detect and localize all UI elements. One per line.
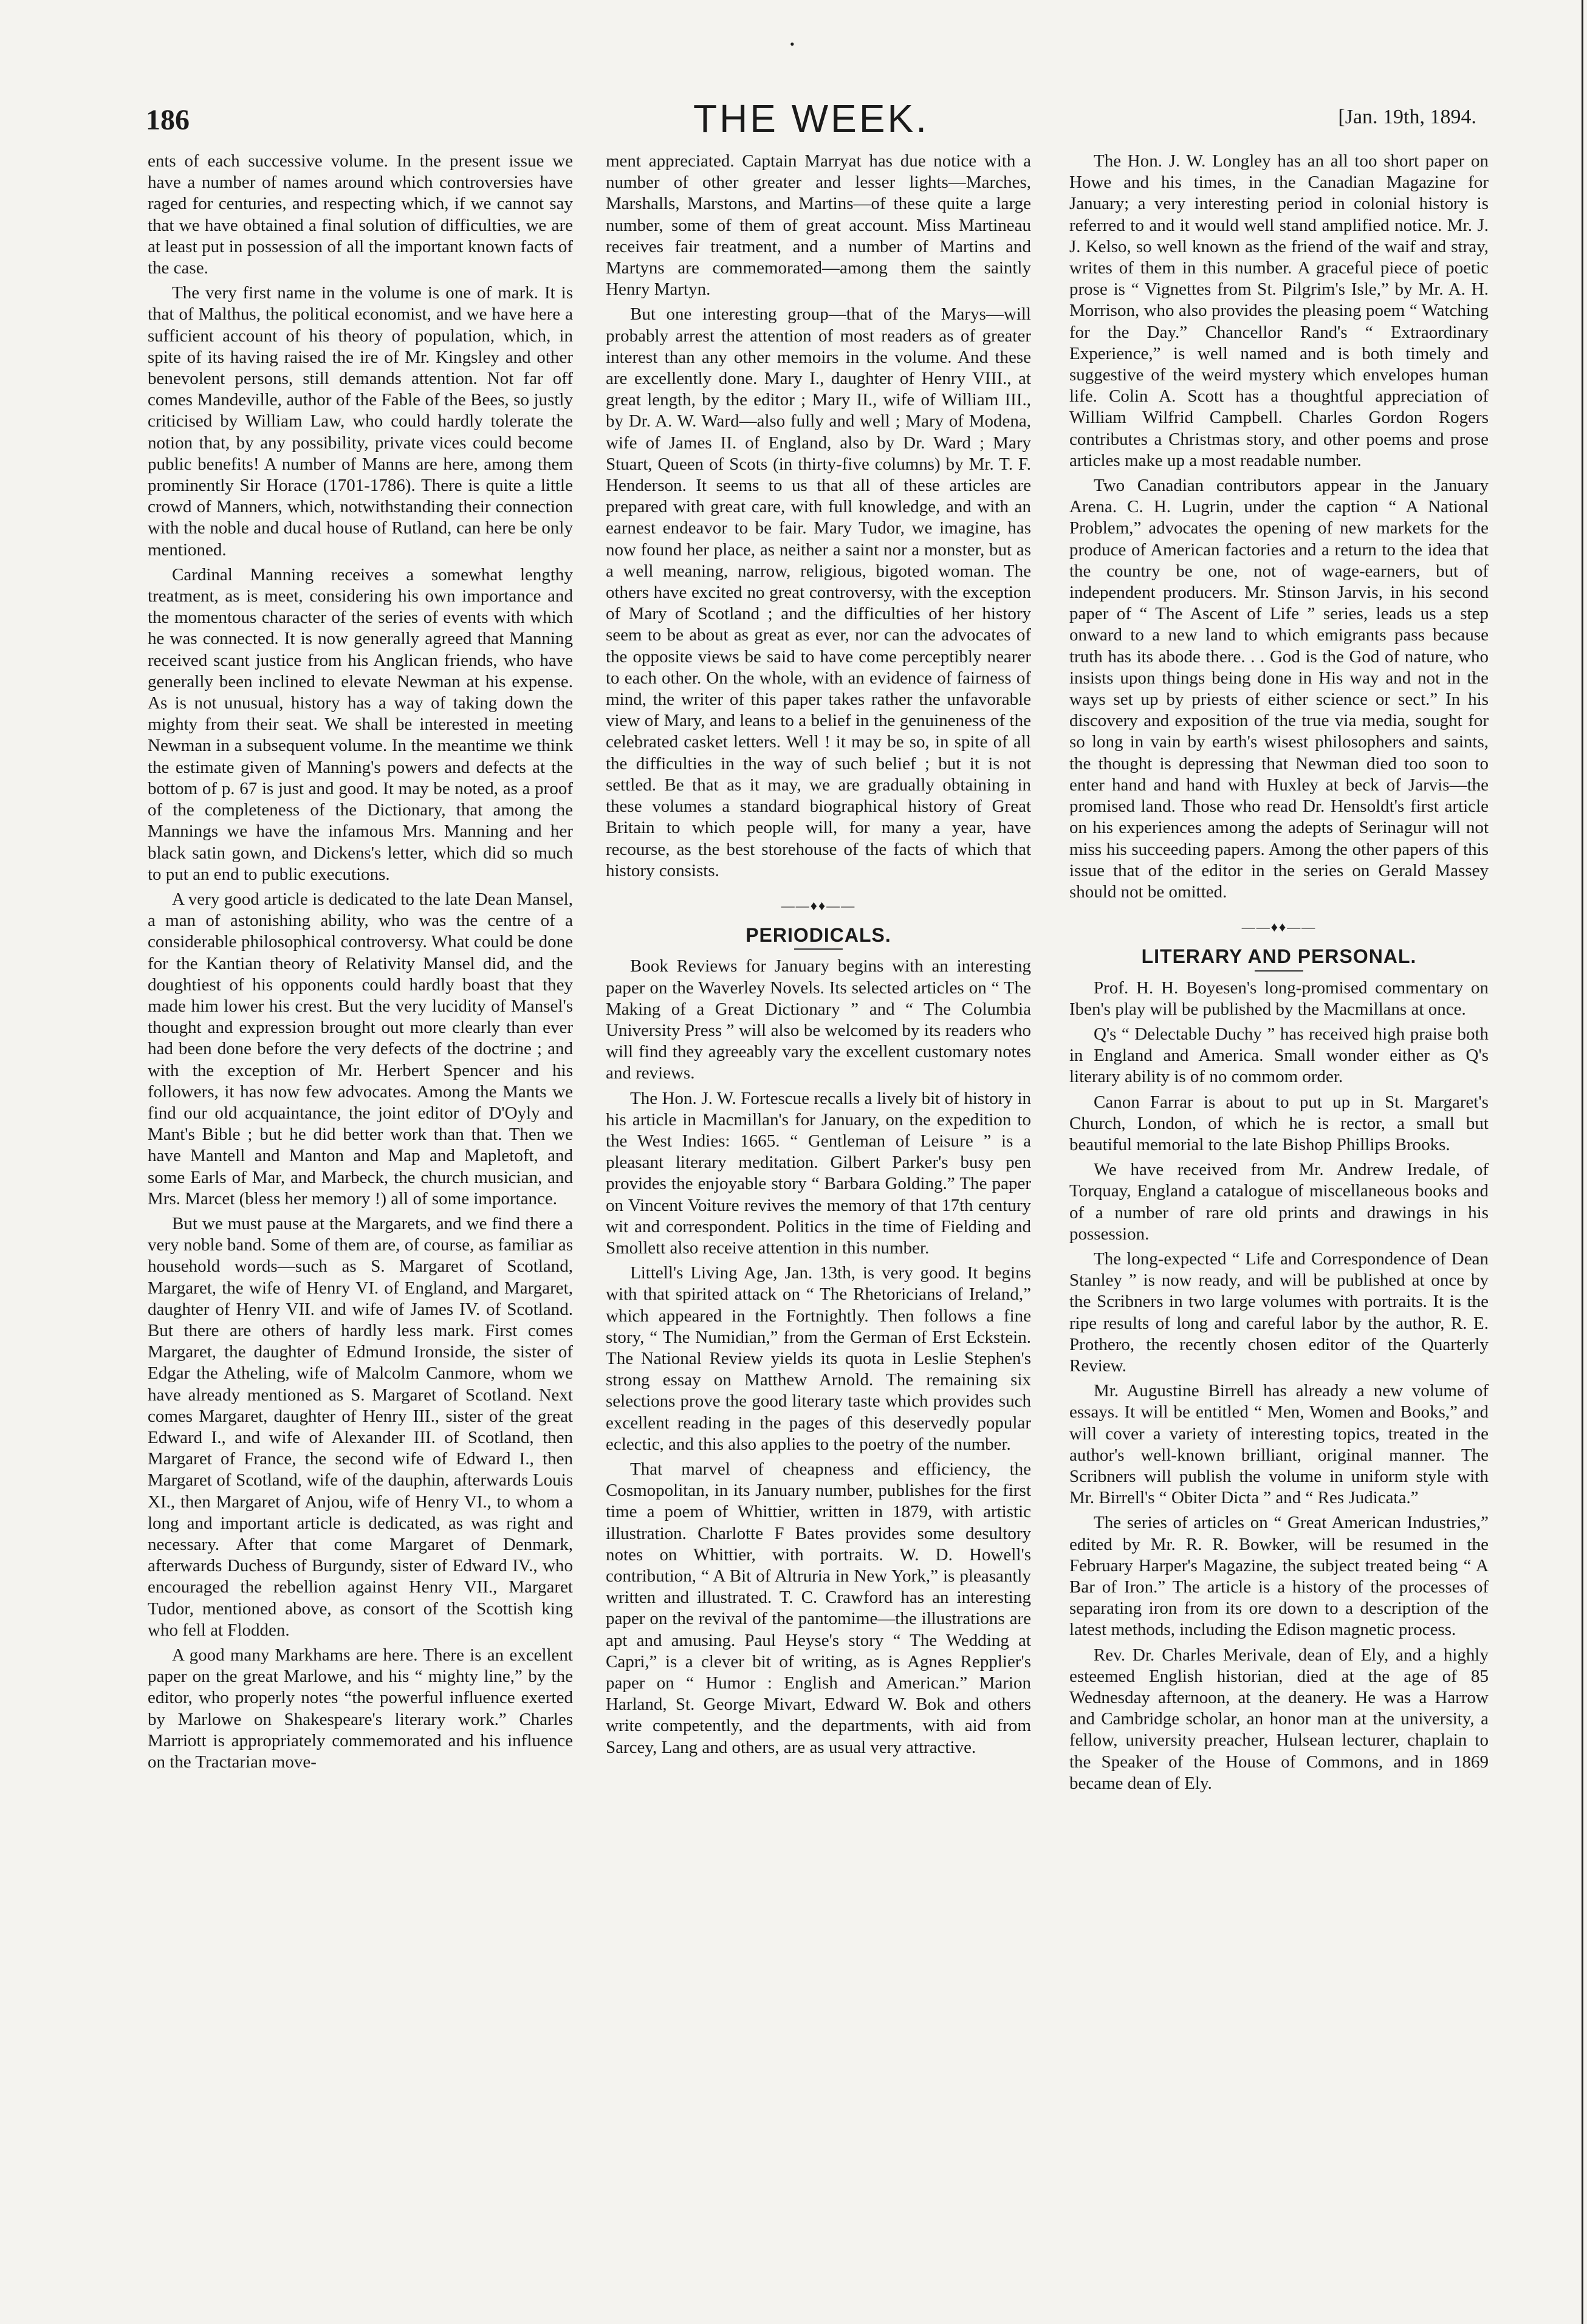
page-header [146, 91, 1476, 146]
top-mark: • [790, 36, 795, 52]
paragraph: The long-expected “ Life and Correspondence of Dean Stanley ” is now ready, and will be published at once by the Scribners in two large volumes with portraits. It is the ripe results of long and careful labor by the author, R. E. Prothero, the recently chosen editor of the Quarterly Review. [1069, 1249, 1489, 1376]
paragraph: Q's “ Delectable Duchy ” has received high praise both in England and America. Small wonder either as Q's literary ability is of no commom order. [1069, 1024, 1489, 1087]
paragraph: Book Reviews for January begins with an interesting paper on the Waverley Novels. Its selected articles on “ The Making of a Great Dictionary ” and “ The Columbia University Press ” will also be welcomed by its readers who will find they agreeably vary the excellent customary notes and reviews. [606, 956, 1031, 1083]
issue-date: [Jan. 19th, 1894. [1338, 106, 1476, 128]
paragraph: A good many Markhams are here. There is an excellent paper on the great Marlowe, and his “ mighty line,” by the editor, who properly notes “the powerful influence exerted by Marlowe on Shakespeare's literary work.” Charles Marriott is appropriately commemorated and his influence on the Tractarian move- [148, 1645, 573, 1772]
page-edge-rule [1582, 0, 1583, 2324]
page-number: 186 [146, 104, 190, 136]
column-3 [1069, 151, 1489, 1798]
paragraph: But one interesting group—that of the Marys—will probably arrest the attention of most readers as of greater interest than any other memoirs in the volume. And these are excellently done. Mary I., daughter of Henry VIII., at great length, by the editor ; Mary II., wife of William III., by Dr. A. W. Ward—also fully and well ; Mary of Modena, wife of James II. of England, also by Dr. Ward ; Mary Stuart, Queen of Scots (in thirty-five columns) by Mr. T. F. Henderson. It seems to us that all of these articles are prepared with great care, with full knowledge, and with an earnest endeavor to be fair. Mary Tudor, we imagine, has now found her place, as neither a saint nor a monster, but as a well meaning, narrow, religious, bigoted woman. The others have excited no great controversy, with the exception of Mary of Scotland ; and the difficulties of her history seem to be about as great as ever, nor can the advocates of the opposite views be said to have come perceptibly nearer to each other. On the whole, with an evidence of fairness of mind, the writer of this paper takes rather the unfavorable view of Mary, and leans to a belief in the genuineness of the celebrated casket letters. Well ! it may be so, in spite of all the difficulties in the way of such belief ; but it is not settled. Be that as it may, we are gradually obtaining in these volumes a standard biographical history of Great Britain to which people will, for many a year, have recourse, as the best storehouse of the facts of which that history consists. [606, 304, 1031, 880]
section-ornament: ——♦♦—— [1241, 919, 1317, 935]
paragraph: That marvel of cheapness and efficiency, the Cosmopolitan, in its January number, publishes for the first time a poem of Whittier, written in 1879, with artistic illustration. Charlotte F Bates provides some desultory notes on Whittier, with portraits. W. D. Howell's contribution, “ A Bit of Altruria in New York,” is pleasantly written and illustrated. T. C. Crawford has an interesting paper on the revival of the pantomime—the illustrations are apt and amusing. Paul Heyse's story “ The Wedding at Capri,” is a clever bit of writing, as is Agnes Repplier's paper on “ Humor : English and American.” Marion Harland, St. George Mivart, Edward W. Bok and others write competently, and the departments, with aid from Sarcey, Lang and others, are as usual very attractive. [606, 1459, 1031, 1757]
paragraph: But we must pause at the Margarets, and we find there a very noble band. Some of them are, of course, as familiar as household words—such as S. Margaret of Scotland, Margaret, the wife of Henry VI. of England, and Margaret, daughter of Henry VII. and wife of James IV. of Scotland. But there are others of hardly less mark. First comes Margaret, the daughter of Edmund Ironside, the sister of Edgar the Atheling, wife of Malcolm Canmore, whom we have already mentioned as S. Margaret of Scotland. Next comes Margaret, daughter of Henry III., sister of the great Edward I., and wife of Alexander III. of Scotland, then Margaret of France, the second wife of Edward I., then Margaret of Scotland, wife of the dauphin, afterwards Louis XI., then Margaret of Anjou, wife of Henry VI., to whom a long and important article is dedicated, as was right and necessary. After that come Margaret of Denmark, afterwards Duchess of Burgundy, sister of Edward IV., who encouraged the rebellion against Henry VII., Margaret Tudor, mentioned above, as consort of the Scottish king who fell at Flodden. [148, 1213, 573, 1640]
paragraph: ment appreciated. Captain Marryat has due notice with a number of other greater and lesser lights—Marches, Marshalls, Marstons, and Martins—of these quite a large number, some of them of great account. Miss Martineau receives fair treatment, and a number of Martins and Martyns are commemorated—among them the saintly Henry Martyn. [606, 151, 1031, 300]
paragraph: A very good article is dedicated to the late Dean Mansel, a man of astonishing ability, who was the centre of a considerable philosophical controversy. What could be done for the Kantian theory of Relativity Mansel did, and the doughtiest of his opponents could hardly boast that they made him lower his crest. But the very lucidity of Mansel's thought and expression brought out more clearly than ever had been done before the very defects of the doctrine ; and with the exception of Mr. Herbert Spencer and his followers, it has now few advocates. Among the Mants we find our old acquaintance, the joint editor of D'Oyly and Mant's Bible ; but he did better work than that. Then we have Mantell and Manton and Map and Mapletoft, and some Earls of Mar, and Marbeck, the church musician, and Mrs. Marcet (bless her memory !) all of some importance. [148, 889, 573, 1208]
paragraph: Mr. Augustine Birrell has already a new volume of essays. It will be entitled “ Men, Women and Books,” and will cover a variety of interesting topics, treated in the author's well-known brilliant, original manner. The Scribners will publish the volume in uniform style with Mr. Birrell's “ Obiter Dicta ” and “ Res Judicata.” [1069, 1381, 1489, 1508]
paragraph: The Hon. J. W. Longley has an all too short paper on Howe and his times, in the Canadian Magazine for January; a very interesting period in colonial history is referred to and it would well stand amplified notice. Mr. J. J. Kelso, so well known as the friend of the waif and stray, writes of them in this number. A graceful piece of poetic prose is “ Vignettes from St. Pilgrim's Isle,” by Mr. A. H. Morrison, who also provides the pleasing poem “ Watching for the Day.” Chancellor Rand's “ Extraordinary Experience,” is well named and is both timely and suggestive of the weird mystery which envelopes human life. Colin A. Scott has a thoughtful appreciation of William Wilfrid Campbell. Charles Gordon Rogers contributes a Christmas story, and other poems and prose articles make up a most readable number. [1069, 151, 1489, 470]
heading-rule [1255, 970, 1303, 972]
paragraph: Littell's Living Age, Jan. 13th, is very good. It begins with that spirited attack on “ The Rhetoricians of Ireland,” which appeared in the Fortnightly. Then follows a fine story, “ The Numidian,” from the German of Erst Eckstein. The National Review yields its quota in Leslie Stephen's strong essay on Matthew Arnold. The remaining six selections prove the good literary taste which provides such excellent reading in the pages of this deservedly popular eclectic, and this also applies to the poetry of the number. [606, 1263, 1031, 1454]
paragraph: Cardinal Manning receives a somewhat lengthy treatment, as is meet, considering his own importance and the momentous character of the series of events with which he was connected. It is now generally agreed that Manning received scant justice from his Anglican friends, who have generally been inclined to elevate Newman at his expense. As is not unusual, history has a way of taking down the mighty from their seat. We shall be interested in meeting Newman in a subsequent volume. In the meantime we think the estimate given of Manning's powers and defects at the bottom of p. 67 is just and good. It may be noted, as a proof of the completeness of the Dictionary, that among the Mannings we have the infamous Mrs. Manning and her black satin gown, and Dickens's letter, which did so much to put an end to public executions. [148, 564, 573, 884]
column-1 [148, 151, 573, 1777]
periodicals-heading: PERIODICALS. [746, 924, 891, 947]
paragraph: The Hon. J. W. Fortescue recalls a lively bit of history in his article in Macmillan's for January, on the expedition to the West Indies: 1665. “ Gentleman of Leisure ” is a pleasant literary meditation. Gilbert Parker's busy pen provides the enjoyable story “ Barbara Golding.” The paper on Vincent Voiture revives the memory of that 17th century wit and correspondent. Politics in the time of Fielding and Smollett also receive attention in this number. [606, 1088, 1031, 1258]
paragraph: The very first name in the volume is one of mark. It is that of Malthus, the political economist, and we have here a sufficient account of his theory of population, which, in spite of its having raised the ire of Mr. Kingsley and other benevolent persons, still demands attention. Not far off comes Mandeville, author of the Fable of the Bees, so justly criticised by William Law, who could hardly tolerate the notion that, by any possibility, private vices could become public benefits! A number of Manns are here, among them prominently Sir Horace (1701-1786). There is quite a little crowd of Manners, which, notwithstanding their connection with the noble and ducal house of Rutland, can here be only mentioned. [148, 283, 573, 560]
paragraph: We have received from Mr. Andrew Iredale, of Torquay, England a catalogue of miscellaneous books and of a number of rare old prints and drawings in his possession. [1069, 1160, 1489, 1244]
paragraph: Rev. Dr. Charles Merivale, dean of Ely, and a highly esteemed English historian, died at the age of 85 Wednesday afternoon, at the deanery. He was a Harrow and Cambridge scholar, an honor man at the university, a fellow, university preacher, Hulsean lecturer, chaplain to the Speaker of the House of Commons, and in 1869 became dean of Ely. [1069, 1645, 1489, 1793]
publication-title: THE WEEK. [693, 97, 930, 140]
paragraph: Prof. H. H. Boyesen's long-promised commentary on Iben's play will be published by the Macmillans at once. [1069, 978, 1489, 1019]
paragraph: ents of each successive volume. In the present issue we have a number of names around which controversies have raged for centuries, and respecting which, if we cannot say that we have obtained a final solution of difficulties, we are at least put in possession of all the important known facts of the case. [148, 151, 573, 278]
paragraph: The series of articles on “ Great American Industries,” edited by Mr. R. R. Bowker, will be resumed in the February Harper's Magazine, the subject treated being “ A Bar of Iron.” The article is a history of the processes of separating iron from its ore down to a description of the latest methods, including the Edison magnetic process. [1069, 1513, 1489, 1640]
column-2 [606, 151, 1031, 1762]
paragraph: Two Canadian contributors appear in the January Arena. C. H. Lugrin, under the caption “ A National Problem,” advocates the opening of new markets for the produce of American factories and a return to the idea that the country be one, not of wage-earners, but of independent producers. Mr. Stinson Jarvis, in his second paper of “ The Ascent of Life ” series, leads us a step onward to a new land to which emigrants pass because truth has its abode there. . . God is the God of nature, who insists upon things being done in His way and not in the ways set up by priests of either science or sect.” In his discovery and exposition of the true via media, sought for so long in vain by earth's wisest philosophers and saints, the thought is depressing that Newman died too soon to enter hand and hand with Huxley at beck of Jarvis—the promised land. Those who read Dr. Hensoldt's first article on his experiences among the adepts of Serinagur will not miss his succeeding papers. Among the other papers of this issue that of the editor in the series on Gerald Massey should not be omitted. [1069, 476, 1489, 902]
paragraph: Canon Farrar is about to put up in St. Margaret's Church, London, of which he is rector, a small but beautiful memorial to the late Bishop Phillips Brooks. [1069, 1092, 1489, 1154]
literary-personal-heading: LITERARY AND PERSONAL. [1141, 945, 1417, 968]
section-ornament: ——♦♦—— [781, 897, 856, 913]
heading-rule [794, 948, 843, 950]
